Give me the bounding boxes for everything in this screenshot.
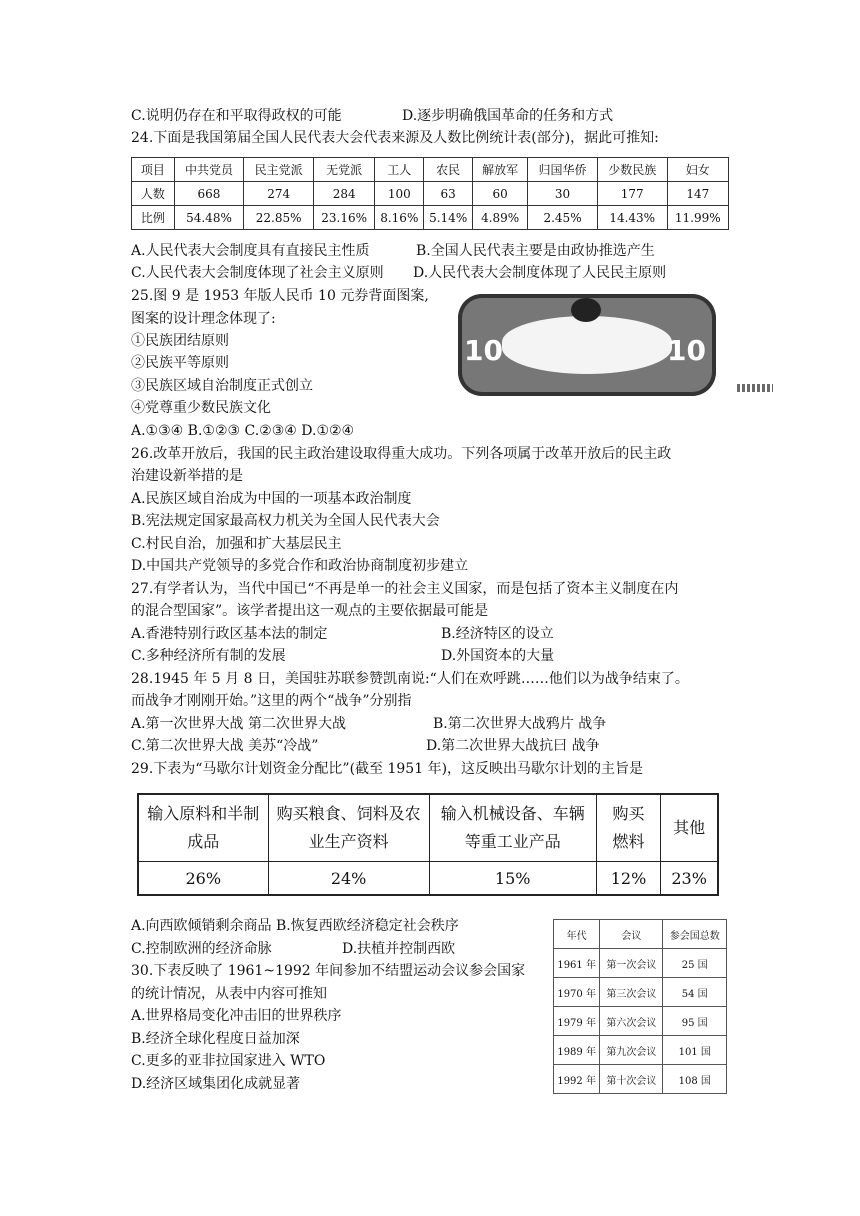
table-cell: 参会国总数 <box>663 920 727 949</box>
table-cell: 101 国 <box>663 1036 727 1065</box>
table-cell: 23% <box>661 862 718 896</box>
q29-table <box>137 793 719 896</box>
table-cell: 14.43% <box>597 206 667 230</box>
q23-option-d: D.逐步明确俄国革命的任务和方式 <box>402 108 614 124</box>
q30-option-b: B.经济全球化程度日益加深 <box>131 1031 300 1047</box>
table-cell: 年代 <box>554 920 600 949</box>
q29-option-c: C.控制欧洲的经济命脉 <box>131 941 272 957</box>
q25-stem-2: 图案的设计理念体现了: <box>131 311 276 327</box>
table-cell: 第三次会议 <box>600 978 663 1007</box>
q24-option-a: A.人民代表大会制度具有直接民主性质 <box>131 243 370 259</box>
table-cell: 妇女 <box>667 158 728 182</box>
table-cell: 30 <box>528 182 598 206</box>
table-cell: 输入原料和半制成品 <box>138 794 268 862</box>
table-cell: 1989 年 <box>554 1036 600 1065</box>
table-row <box>554 1065 727 1094</box>
q30-stem-2: 的统计情况，从表中内容可推知 <box>131 986 327 1002</box>
q25-item-3: ③民族区域自治制度正式创立 <box>131 378 313 394</box>
table-cell: 工人 <box>375 158 424 182</box>
table-cell: 会议 <box>600 920 663 949</box>
scan-mark <box>737 384 773 392</box>
q25-stem: 25.图 9 是 1953 年版人民币 10 元券背面图案, <box>131 288 429 304</box>
table-row <box>554 920 727 949</box>
table-row <box>554 1036 727 1065</box>
banknote-denomination-right: 10 <box>667 334 706 367</box>
q23-option-c: C.说明仍存在和平取得政权的可能 <box>131 108 342 124</box>
table-cell: 解放军 <box>473 158 528 182</box>
q28-option-c: C.第二次世界大战 美苏“冷战” <box>131 738 319 754</box>
table-cell: 22.85% <box>244 206 314 230</box>
q27-option-d: D.外国资本的大量 <box>441 648 555 664</box>
table-cell: 1970 年 <box>554 978 600 1007</box>
q28-stem: 28.1945 年 5 月 8 日，美国驻苏联参赞凯南说:“人们在欢呼跳……他们以为战争结束了。 <box>131 671 689 687</box>
table-cell: 2.45% <box>528 206 598 230</box>
table-cell: 15% <box>429 862 596 896</box>
table-row <box>554 1007 727 1036</box>
q29-option-d: D.扶植并控制西欧 <box>342 941 456 957</box>
table-cell: 274 <box>244 182 314 206</box>
table-cell: 60 <box>473 182 528 206</box>
table-cell: 12% <box>596 862 661 896</box>
table-cell: 26% <box>138 862 268 896</box>
q24-option-c: C.人民代表大会制度体现了社会主义原则 <box>131 265 384 281</box>
q24-option-b: B.全国人民代表主要是由政协推选产生 <box>416 243 655 259</box>
table-row <box>132 182 729 206</box>
table-cell: 54.48% <box>174 206 244 230</box>
table-row <box>138 862 718 896</box>
banknote-denomination-left: 10 <box>464 334 503 367</box>
table-cell: 5.14% <box>424 206 473 230</box>
table-row <box>132 206 729 230</box>
table-cell: 63 <box>424 182 473 206</box>
q25-options: A.①③④ B.①②③ C.②③④ D.①②④ <box>131 423 355 439</box>
table-cell: 比例 <box>132 206 175 230</box>
table-cell: 54 国 <box>663 978 727 1007</box>
q24-stem: 24.下面是我国第届全国人民代表大会代表来源及人数比例统计表(部分)，据此可推知: <box>131 130 659 146</box>
q29-options-ab: A.向西欧倾销剩余商品 B.恢复西欧经济稳定社会秩序 <box>131 918 459 934</box>
table-cell: 8.16% <box>375 206 424 230</box>
q27-stem-2: 的混合型国家”。该学者提出这一观点的主要依据最可能是 <box>131 603 489 619</box>
table-cell: 100 <box>375 182 424 206</box>
q25-item-4: ④党尊重少数民族文化 <box>131 400 271 416</box>
table-cell: 284 <box>313 182 374 206</box>
table-cell: 11.99% <box>667 206 728 230</box>
q26-stem-2: 治建设新举措的是 <box>131 468 243 484</box>
q28-option-a: A.第一次世界大战 第二次世界大战 <box>131 716 347 732</box>
table-cell: 输入机械设备、车辆等重工业产品 <box>429 794 596 862</box>
table-cell: 24% <box>268 862 429 896</box>
table-cell: 第一次会议 <box>600 949 663 978</box>
q26-option-d: D.中国共产党领导的多党合作和政治协商制度初步建立 <box>131 558 469 574</box>
q26-option-c: C.村民自治，加强和扩大基层民主 <box>131 536 342 552</box>
table-cell: 668 <box>174 182 244 206</box>
q26-option-a: A.民族区域自治成为中国的一项基本政治制度 <box>131 491 412 507</box>
q26-stem: 26.改革开放后，我国的民主政治建设取得重大成功。下列各项属于改革开放后的民主政 <box>131 446 672 462</box>
q30-option-c: C.更多的亚非拉国家进入 WTO <box>131 1053 326 1069</box>
q27-option-c: C.多种经济所有制的发展 <box>131 648 286 664</box>
table-cell: 1992 年 <box>554 1065 600 1094</box>
table-cell: 其他 <box>661 794 718 862</box>
q24-table <box>131 157 729 230</box>
table-cell: 25 国 <box>663 949 727 978</box>
table-row <box>138 794 718 862</box>
table-cell: 购买粮食、饲料及农业生产资料 <box>268 794 429 862</box>
q28-option-b: B.第二次世界大战鸦片 战争 <box>433 716 607 732</box>
table-cell: 人数 <box>132 182 175 206</box>
table-cell: 归国华侨 <box>528 158 598 182</box>
emblem-icon <box>571 298 601 322</box>
table-cell: 无党派 <box>313 158 374 182</box>
table-row <box>554 949 727 978</box>
table-cell: 1979 年 <box>554 1007 600 1036</box>
table-cell: 1961 年 <box>554 949 600 978</box>
table-cell: 23.16% <box>313 206 374 230</box>
q25-item-2: ②民族平等原则 <box>131 355 229 371</box>
q30-table <box>553 919 727 1094</box>
q28-option-d: D.第二次世界大战抗曰 战争 <box>426 738 600 754</box>
table-cell: 第九次会议 <box>600 1036 663 1065</box>
q30-stem: 30.下表反映了 1961~1992 年间参加不结盟运动会议参会国家 <box>131 963 526 979</box>
table-cell: 108 国 <box>663 1065 727 1094</box>
banknote-image <box>458 294 716 396</box>
q30-option-d: D.经济区域集团化成就显著 <box>131 1076 301 1092</box>
q25-item-1: ①民族团结原则 <box>131 333 229 349</box>
banknote-center <box>502 316 672 374</box>
table-cell: 民主党派 <box>244 158 314 182</box>
q24-option-d: D.人民代表大会制度体现了人民民主原则 <box>413 265 667 281</box>
table-cell: 95 国 <box>663 1007 727 1036</box>
q30-option-a: A.世界格局变化冲击旧的世界秩序 <box>131 1008 342 1024</box>
q28-stem-2: 而战争才刚刚开始。”这里的两个“战争”分别指 <box>131 693 412 709</box>
table-cell: 购买燃料 <box>596 794 661 862</box>
table-row <box>554 978 727 1007</box>
table-cell: 177 <box>597 182 667 206</box>
table-cell: 农民 <box>424 158 473 182</box>
table-row <box>132 158 729 182</box>
q27-option-b: B.经济特区的设立 <box>441 626 554 642</box>
table-cell: 147 <box>667 182 728 206</box>
q29-stem: 29.下表为“马歇尔计划资金分配比”(截至 1951 年)，这反映出马歇尔计划的主旨是 <box>131 761 644 777</box>
table-cell: 项目 <box>132 158 175 182</box>
table-cell: 第十次会议 <box>600 1065 663 1094</box>
table-cell: 少数民族 <box>597 158 667 182</box>
q26-option-b: B.宪法规定国家最高权力机关为全国人民代表大会 <box>131 513 440 529</box>
table-cell: 中共党员 <box>174 158 244 182</box>
table-cell: 4.89% <box>473 206 528 230</box>
table-cell: 第六次会议 <box>600 1007 663 1036</box>
q27-option-a: A.香港特别行政区基本法的制定 <box>131 626 328 642</box>
q27-stem: 27.有学者认为，当代中国已“不再是单一的社会主义国家，而是包括了资本主义制度在内 <box>131 581 679 597</box>
